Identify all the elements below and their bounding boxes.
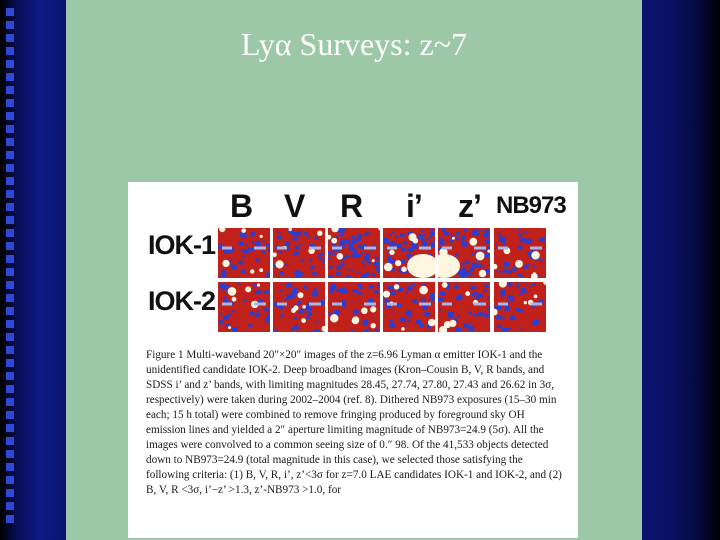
bullet-square <box>6 476 14 484</box>
bullet-square <box>6 8 14 16</box>
image-stamp <box>273 282 325 332</box>
bullet-square <box>6 346 14 354</box>
bullet-square <box>6 333 14 341</box>
bullet-square <box>6 515 14 523</box>
band-label-i: i’ <box>406 188 422 224</box>
band-label-b: B <box>230 188 253 224</box>
bullet-square <box>6 47 14 55</box>
figure-image <box>128 182 578 538</box>
image-stamp <box>438 282 490 332</box>
image-stamp <box>494 282 546 332</box>
bullet-square <box>6 437 14 445</box>
bullet-square <box>6 112 14 120</box>
bullet-square <box>6 21 14 29</box>
image-stamp <box>383 282 435 332</box>
row-label-iok1: IOK-1 <box>148 230 216 260</box>
image-stamp <box>438 228 490 278</box>
image-stamp <box>494 228 546 278</box>
bullet-square <box>6 203 14 211</box>
bullet-square <box>6 73 14 81</box>
image-stamp <box>218 228 270 278</box>
bullet-square <box>6 502 14 510</box>
image-stamp <box>383 228 435 278</box>
bullet-square <box>6 125 14 133</box>
bullet-square <box>6 151 14 159</box>
bullet-square <box>6 398 14 406</box>
bullet-square <box>6 242 14 250</box>
bullet-square <box>6 424 14 432</box>
bullet-square <box>6 320 14 328</box>
bullet-square <box>6 216 14 224</box>
bullet-square <box>6 411 14 419</box>
bullet-square <box>6 450 14 458</box>
image-stamp <box>218 282 270 332</box>
image-stamp <box>328 228 380 278</box>
bullet-square <box>6 463 14 471</box>
bullet-square <box>6 281 14 289</box>
band-label-v: V <box>284 188 305 224</box>
bullet-square <box>6 255 14 263</box>
figure-caption: Figure 1 Multi-waveband 20″×20″ images of the z=6.96 Lyman α emitter IOK-1 and the unidentified candidate IOK-2. Deep broadband images (Kron–Cousin B, V, R bands, and SDSS i’ and z’ bands, with limiting magnitudes 28.45, 27.74, 27.80, 27.43 and 26.62 in 3σ, respectively) were taken during 2002–2004 (ref. 8). Dithered NB973 exposures (15–30 min each; 15 h total) were combined to remove fringing produced by foreground sky OH emission lines and yielded a 2″ aperture limiting magnitude of NB973=24.9 (5σ). All the images were convolved to a common seeing size of 0.″ 98. Of the 41,533 objects detected down to NB973=24.9 (total magnitude in this case), we selected those satisfying the following criteria: (1) B, V, R, i’, z’<3σ for z=7.0 LAE candidates IOK-1 and IOK-2, and (2) B, V, R <3σ, i’−z’ >1.3, z’-NB973 >1.0, for <box>146 349 562 496</box>
band-label-r: R <box>340 188 363 224</box>
band-label-z: z’ <box>458 188 481 224</box>
left-decor-strip <box>0 0 66 540</box>
bullet-square <box>6 138 14 146</box>
bullet-column <box>6 8 16 528</box>
slide-title: Lyα Surveys: z~7 <box>240 26 468 62</box>
bullet-square <box>6 372 14 380</box>
bullet-square <box>6 294 14 302</box>
band-label-nb973: NB973 <box>496 192 566 219</box>
bullet-square <box>6 359 14 367</box>
row-label-iok2: IOK-2 <box>148 286 216 316</box>
image-stamp <box>328 282 380 332</box>
bullet-square <box>6 385 14 393</box>
bullet-square <box>6 307 14 315</box>
bullet-square <box>6 268 14 276</box>
bullet-square <box>6 190 14 198</box>
bullet-square <box>6 34 14 42</box>
right-decor-strip <box>642 0 720 540</box>
bullet-square <box>6 177 14 185</box>
bullet-square <box>6 86 14 94</box>
bullet-square <box>6 489 14 497</box>
bullet-square <box>6 60 14 68</box>
bullet-square <box>6 229 14 237</box>
image-stamp <box>273 228 325 278</box>
bullet-square <box>6 99 14 107</box>
bullet-square <box>6 164 14 172</box>
